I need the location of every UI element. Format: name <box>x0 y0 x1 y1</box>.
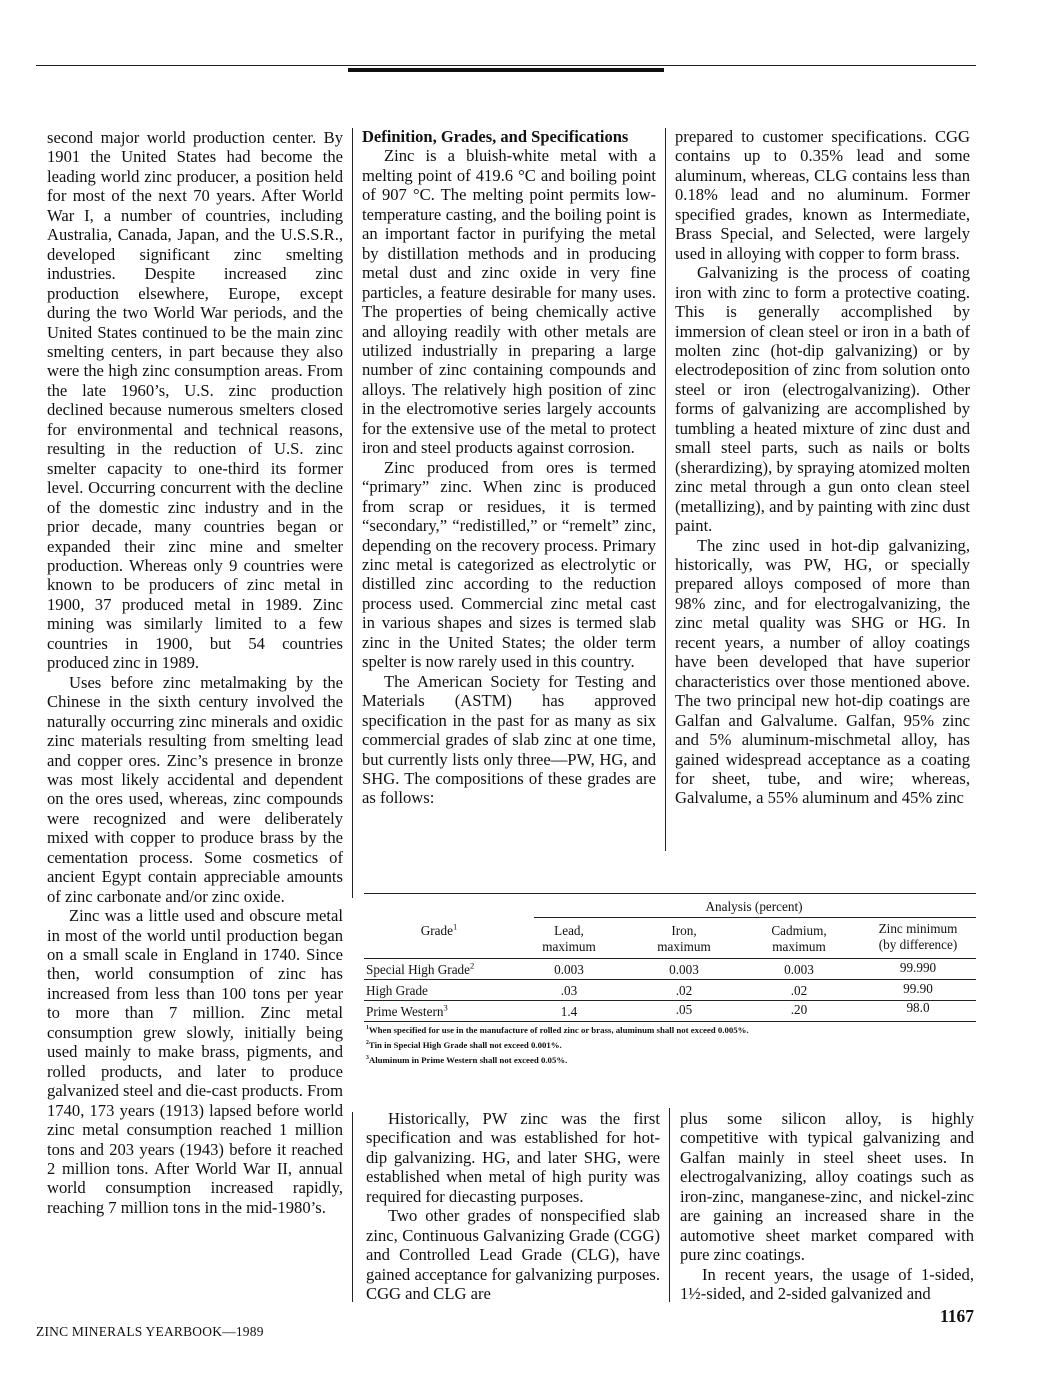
column-2-lower <box>366 1109 660 1304</box>
table-row-grade: Prime Western$^3$ <box>366 1002 448 1019</box>
col-header-iron: Iron, maximum <box>657 923 711 954</box>
column-3-lower <box>680 1109 974 1304</box>
table-cell: .03 <box>560 983 578 998</box>
table-row-grade: High Grade <box>366 983 428 998</box>
footnote: $^2$Tin in Special High Grade shall not exceed 0.001%. <box>366 1040 562 1050</box>
paragraph: Zinc is a bluish-white metal with a melting point of 419.6 °C and boiling point of 907 °C. The melting point permits low-temperature casting, and the boiling point is an important factor in purifying the metal by distillation methods and in producing metal dust and zinc oxide in very fine particles, a feature desirable for many uses. The properties of being chemically active and alloying readily with other metals are utilized industrially in preparing a large number of zinc containing compounds and alloys. The relatively high position of zinc in the electromotive series largely accounts for the extensive use of the metal to protect iron and steel products against corrosion. <box>362 146 656 458</box>
table-row-grade: Special High Grade$^2$ <box>366 960 475 977</box>
col-header-zinc: Zinc minimum (by difference) <box>878 921 958 952</box>
col-header-lead: Lead, maximum <box>542 923 596 954</box>
table-rule <box>364 1021 976 1022</box>
paragraph: The zinc used in hot-dip galvanizing, historically, was PW, HG, or specially prepared alloys composed of more than 98% zinc, and for electrogalvanizing, the zinc metal quality was SHG or HG. In recent years, a number of alloy coatings have been developed that have superior characteristics over those mentioned above. The two principal new hot-dip coatings are Galfan and Galvalume. Galfan, 95% zinc and 5% aluminum-mischmetal alloy, has gained widespread acceptance as a coating for sheet, tube, and wire; whereas, Galvalume, a 55% aluminum and 45% zinc <box>675 535 970 808</box>
paragraph: plus some silicon alloy, is highly competitive with typical galvanizing and Galfan mainly in steel sheet uses. In electrogalvanizing, alloy coatings such as iron-zinc, manganese-zinc, and nickel-zinc are gaining an increased share in the automotive sheet market compared with pure zinc coatings. <box>680 1109 974 1265</box>
column-divider <box>665 128 666 851</box>
grade-header: Grade$^1$ <box>420 921 458 938</box>
paragraph: Galvanizing is the process of coating iron with zinc to form a protective coating. This is generally accomplished by immersion of clean steel or iron in a bath of molten zinc (hot-dip galvanizing) or by electrodeposition of zinc from solution onto steel or iron (electrogalvanizing). Other forms of galvanizing are accomplished by tumbling a heated mixture of zinc dust and small steel parts, such as nails or bolts (sherardizing), by spraying atomized molten zinc metal through a gun onto clean steel (metallizing), and by painting with zinc dust paint. <box>675 263 970 536</box>
table-cell: 99.990 <box>899 960 937 975</box>
paragraph: Zinc produced from ores is termed “primary” zinc. When zinc is produced from scrap or residues, it is termed “secondary,” “redistilled,” or “remelt” zinc, depending on the recovery process. Primary zinc metal is categorized as electrolytic or distilled zinc according to the reduction process used. Commercial zinc metal cast in various shapes and sizes is termed slab zinc in the United States; the older term spelter is now rarely used in this country. <box>362 457 656 672</box>
table-cell: .05 <box>675 1002 693 1017</box>
table-cell: .02 <box>675 983 693 998</box>
page-number: 1167 <box>939 1306 974 1326</box>
table-rule <box>364 958 976 959</box>
column-divider <box>352 1112 353 1302</box>
table-cell: 1.4 <box>560 1004 578 1019</box>
paragraph: Historically, PW zinc was the first specification and was established for hot-dip galvanizing. HG, and later SHG, were established when metal of high purity was required for diecasting purposes. <box>366 1109 660 1206</box>
analysis-header: Analysis (percent) <box>705 899 803 914</box>
paragraph: Zinc was a little used and obscure metal in most of the world until production began on a small scale in England in 1740. Since then, world consumption of zinc has increased from less than 100 tons per year to more than 7 million. Zinc metal consumption grew slowly, initially being used mainly to make brass, pigments, and rolled products, and later to produce galvanized steel and die-cast products. From 1740, 173 years (1913) lapsed before world zinc metal consumption reached 1 million tons and 203 years (1943) before it reached 2 million tons. After World War II, annual world consumption increased rapidly, reaching 7 million tons in the mid-1980’s. <box>47 906 343 1217</box>
header-rule-thick <box>348 68 664 72</box>
table-rule <box>364 979 976 980</box>
paragraph: Two other grades of nonspecified slab zinc, Continuous Galvanizing Grade (CGG) and Controlled Lead Grade (CLG), have gained acceptance for galvanizing purposes. CGG and CLG are <box>366 1206 660 1304</box>
table-cell: .20 <box>790 1002 808 1017</box>
table-rule <box>534 917 976 918</box>
table-cell: 0.003 <box>554 962 584 977</box>
table-rule <box>364 893 976 894</box>
table-cell: 0.003 <box>669 962 699 977</box>
column-2 <box>362 127 656 808</box>
paragraph: prepared to customer specifications. CGG contains up to 0.35% lead and some aluminum, whereas, CLG contains less than 0.18% lead and no aluminum. Former specified grades, known as Intermediate, Brass Special, and Selected, were largely used in alloying with copper to form brass. <box>675 127 970 263</box>
table-cell: .02 <box>790 983 808 998</box>
column-1 <box>47 128 343 1217</box>
footnote: $^1$When specified for use in the manufacture of rolled zinc or brass, aluminum shall not exceed 0.005%. <box>366 1025 749 1035</box>
column-3 <box>675 127 970 808</box>
paragraph: The American Society for Testing and Materials (ASTM) has approved specification in the past for as many as six commercial grades of slab zinc at one time, but currently lists only three—PW, HG, and SHG. The compositions of these grades are as follows: <box>362 671 656 808</box>
col-header-cadmium: Cadmium, maximum <box>771 923 827 954</box>
header-rule <box>36 65 976 66</box>
column-divider <box>669 1108 670 1302</box>
paragraph: In recent years, the usage of 1-sided, 1½-sided, and 2-sided galvanized and <box>680 1264 974 1304</box>
table-cell: 98.0 <box>906 1000 930 1015</box>
section-heading: Definition, Grades, and Specifications <box>362 127 629 146</box>
table-cell: 0.003 <box>784 962 814 977</box>
column-divider <box>352 128 353 898</box>
paragraph: Uses before zinc metalmaking by the Chinese in the sixth century involved the naturally occurring zinc minerals and oxidic zinc materials resulting from smelting lead and copper ores. Zinc’s presence in bronze was most likely accidental and dependent on the ores used, whereas, zinc compounds were recognized and were deliberately mixed with copper to produce brass by the cementation process. Some cosmetics of ancient Egypt contain appreciable amounts of zinc carbonate and/or zinc oxide. <box>47 672 343 906</box>
running-footer: ZINC MINERALS YEARBOOK—1989 <box>36 1324 264 1339</box>
table-cell: 99.90 <box>903 981 933 996</box>
footnote: $^3$Aluminum in Prime Western shall not exceed 0.05%. <box>366 1055 568 1065</box>
paragraph: second major world production center. By 1901 the United States had become the leading world zinc producer, a position held for most of the next 70 years. After World War I, a number of countries, including Australia, Canada, Japan, and the U.S.S.R., developed significant zinc smelting industries. Despite increased zinc production elsewhere, Europe, except during the two World War periods, and the United States continued to be the main zinc smelting centers, in part because they also were the high zinc consumption areas. From the late 1960’s, U.S. zinc production declined because numerous smelters closed for environmental and technical reasons, resulting in the reduction of U.S. zinc smelter capacity to one-third its former level. Occurring concurrent with the decline of the domestic zinc industry and in the prior decade, many countries began or expanded their zinc mine and smelter production. Whereas only 9 countries were known to be producers of zinc metal in 1900, 37 produced metal in 1989. Zinc mining was similarly limited to a few countries in 1900, but 54 countries produced zinc in 1989. <box>47 128 343 673</box>
